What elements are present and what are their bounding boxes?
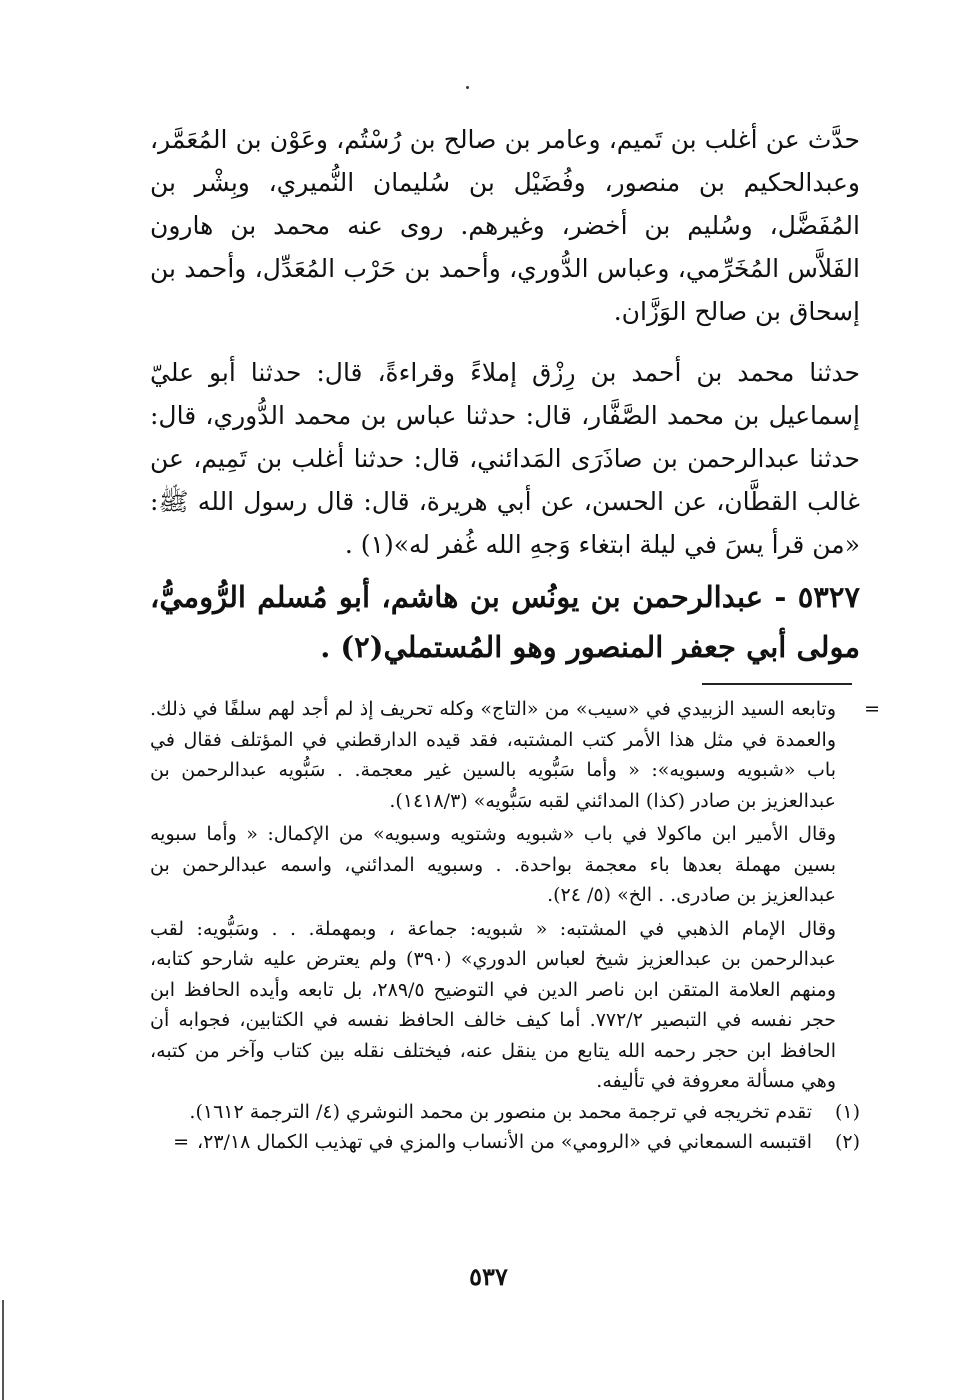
- footnote-2: [150, 1127, 860, 1158]
- main-paragraph-hadith: حدثنا محمد بن أحمد بن رِزْق إملاءً وقراءةً، قال: حدثنا أبو عليّ إسماعيل بن محمد الصَّفَّار، قال: حدثنا عباس بن محمد الدُّوري، قال: حدثنا عبدالرحمن بن صاذَرَى المَدائني، قال: حدثنا أغلب بن تَمِيم، عن غالب القطَّان، عن الحسن، عن أبي هريرة، قال: قال رسول الله ﷺ: «من قرأ يسَ في ليلة ابتغاء وَجهِ الله غُفر له»(١) .: [150, 358, 860, 559]
- footnote-paragraph: وتابعه السيد الزبيدي في «سيب» من «التاج» وكله تحريف إذ لم أجد لهم سلفًا في ذلك. والعمدة في مثل هذا الأمر كتب المشتبه، فقد قيده الدارقطني في المؤتلف فقال في باب «شبويه وسبويه»: « وأما سَبُّويه بالسين غير معجمة. . سَبُّويه عبدالرحمن بن عبدالعزيز بن صادر (كذا) المدائني لقبه سَبُّويه» (١٤١٨/٣).: [150, 698, 836, 812]
- footnote-text: [150, 1127, 812, 1158]
- footnote-paragraph: وقال الأمير ابن ماكولا في باب «شبويه وشتويه وسبويه» من الإكمال: « وأما سبويه بسين مهملة بعدها باء معجمة بواحدة. . وسبويه المدائني، واسمه عبدالرحمن بن عبدالعزيز بن صادرى. . الخ» (٥/ ٢٤).: [150, 823, 836, 906]
- footnote-number: (١): [834, 1100, 860, 1123]
- continues-mark: =: [173, 1131, 189, 1153]
- footnote-number: (٢): [834, 1131, 860, 1153]
- footnotes: [150, 694, 880, 1158]
- page-number: ٥٣٧: [469, 1262, 508, 1291]
- continuation-mark: =: [864, 698, 880, 720]
- entry-heading: ٥٣٢٧ - عبدالرحمن بن يونُس بن هاشم، أبو مُسلم الرُّوميُّ، مولى أبي جعفر المنصور وهو المُستملي(٢) .: [150, 580, 860, 664]
- main-text: [150, 118, 860, 566]
- footnote-text: تقدم تخريجه في ترجمة محمد بن منصور بن محمد النوشري (٤/ الترجمة ١٦١٢).: [189, 1100, 812, 1123]
- footnote-continuation: [150, 694, 880, 1097]
- footnote-text-body: اقتبسه السمعاني في «الرومي» من الأنساب والمزي في تهذيب الكمال ٢٣/١٨،: [197, 1131, 812, 1153]
- main-paragraph-biography: حدَّث عن أغلب بن تَميم، وعامر بن صالح بن رُسْتُم، وعَوْن بن المُعَمَّر، وعبدالحكيم بن منصور، وفُضَيْل بن سُليمان النُّميري، وبِشْر بن المُفَضَّل، وسُليم بن أخضر، وغيرهم. روى عنه محمد بن هارون الفَلاَّس المُخَرِّمي، وعباس الدُّوري، وأحمد بن حَرْب المُعَدِّل، وأحمد بن إسحاق بن صالح الوَزَّان.: [150, 125, 860, 326]
- footnote-1: [150, 1097, 860, 1128]
- footnote-paragraph: وقال الإمام الذهبي في المشتبه: « شبويه: جماعة ، وبمهملة. . . وسَبُّويه: لقب عبدالرحمن بن عبدالعزيز شيخ لعباس الدوري» (٣٩٠) ولم يعترض عليه شارحو كتابه، ومنهم العلامة المتقن ابن ناصر الدين في التوضيح ٢٨٩/٥، بل تابعه وأيده الحافظ ابن حجر نفسه في التبصير ٧٧٢/٢. أما كيف خالف الحافظ نفسه في الكتابين، فجوابه أن الحافظ ابن حجر رحمه الله يتابع من ينقل عنه، فيختلف نقله بين كتاب وآخر من كتبه، وهي مسألة معروفة في تأليفه.: [150, 917, 837, 1092]
- scan-speck: [466, 86, 469, 89]
- footnote-separator: [702, 683, 852, 685]
- scan-edge-line: [2, 1300, 4, 1400]
